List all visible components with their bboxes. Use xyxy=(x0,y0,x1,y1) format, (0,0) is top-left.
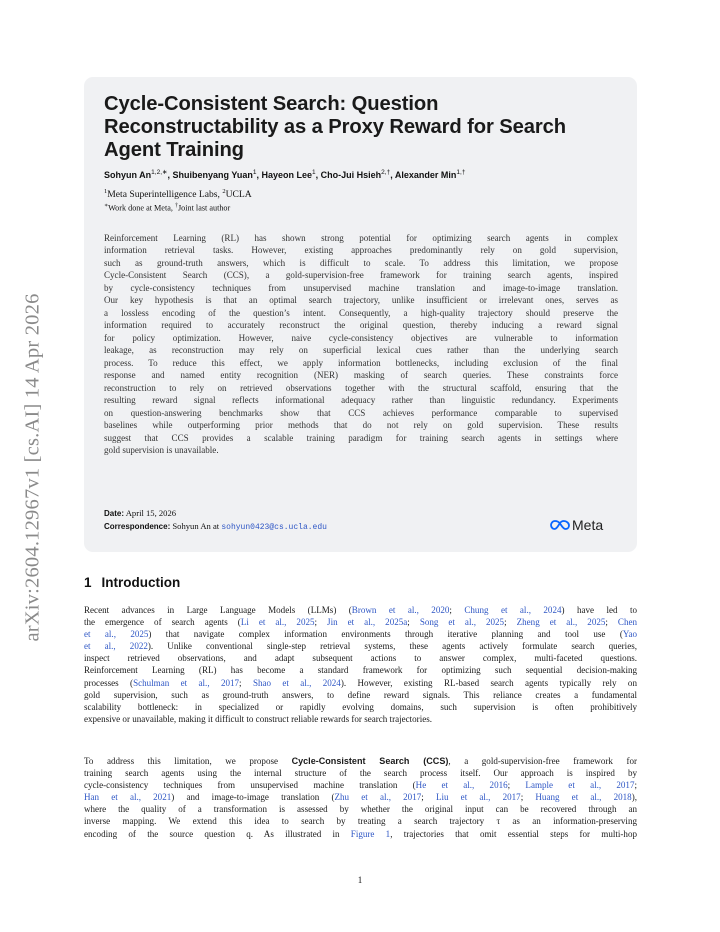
intro-paragraph-2 xyxy=(84,755,637,840)
abstract xyxy=(104,232,618,457)
text-run: ; xyxy=(634,780,637,791)
text-line xyxy=(84,767,637,779)
text-run: ; xyxy=(314,617,328,628)
date-label: Date: xyxy=(104,509,125,518)
note-mark: ∗ xyxy=(104,203,109,210)
citation-link[interactable]: Shao et al., 2024 xyxy=(252,677,341,688)
title-line: Agent Training xyxy=(104,139,244,161)
text-line xyxy=(84,713,637,725)
text-run: Recent advances in Large Language Models (LLMs) ( xyxy=(84,605,352,615)
abstract-line: gold supervision is unavailable. xyxy=(104,445,219,456)
citation-link[interactable]: Yao xyxy=(622,629,637,640)
text-run: ; xyxy=(605,617,618,628)
text-line xyxy=(84,803,637,815)
text-run: ; xyxy=(449,605,465,615)
text-line xyxy=(84,828,637,840)
abstract-line: information required to accurately reconstruct the original question, thereby inducing a reward signal xyxy=(104,320,618,331)
title-line: Reconstructability as a Proxy Reward for Search xyxy=(104,116,567,138)
text-run: ; xyxy=(239,677,253,688)
email-link[interactable]: sohyun0423@cs.ucla.edu xyxy=(221,523,327,532)
section-number: 1 xyxy=(84,575,92,590)
text-run: ) have led to xyxy=(561,605,638,615)
section-heading xyxy=(84,575,180,590)
author-marks: 2,† xyxy=(381,169,391,176)
citation-link[interactable]: Lample et al., 2017 xyxy=(525,780,635,791)
text-line xyxy=(84,604,637,616)
abstract-line: baselines while outperforming prior methods that do not rely on gold supervision. These results xyxy=(104,420,618,431)
text-run: training search agents using the internal structure of the search process itself. Our approach is inspired by xyxy=(84,768,637,779)
citation-link[interactable]: Chung et al., 2024 xyxy=(464,605,562,615)
author-name: Hayeon Lee xyxy=(261,170,313,180)
author-marks: 1 xyxy=(312,169,316,176)
citation-link[interactable]: Zhu et al., 2017 xyxy=(334,792,422,803)
citation-link[interactable]: Li et al., 2025 xyxy=(240,617,315,628)
infinity-icon xyxy=(550,519,570,531)
text-run: ). Unlike conventional single-step retrieval systems, these agents actively formulate search queries, xyxy=(147,641,637,652)
abstract-line: resulting reward signal reflects informational adequacy rather than linguistic redundancy. Experiments xyxy=(104,395,618,406)
author-notes xyxy=(104,202,618,213)
title-line: Cycle-Consistent Search: Question xyxy=(104,93,439,115)
affiliations xyxy=(104,188,618,200)
logo-text: Meta xyxy=(572,517,604,533)
text-run: Reinforcement Learning (RL) has become a standard framework for optimizing such sequential decision-making xyxy=(84,665,637,676)
text-line xyxy=(84,701,637,713)
text-run: inverse mapping. We extend this idea to search by treating a search trajectory τ as an information-preserving xyxy=(84,816,637,827)
author-list: Sohyun $An^{1,2,∗}$, Shuibenyang Yuan$^1$, Hayeon Lee$^1$, Cho-Jui Hsieh$^{2,\dagger}$, Alexander Min$^{1,\dagger}$ xyxy=(104,169,466,180)
text-run: scalability bottleneck: in specialized or rapidly evolving domains, such supervision is often prohibitively xyxy=(84,701,637,712)
text-run: ; xyxy=(407,617,420,628)
text-run: encoding of the source question q. As illustrated in xyxy=(84,828,351,839)
correspondence-text: Sohyun An at xyxy=(172,521,222,531)
citation-link[interactable]: Schulman et al., 2017 xyxy=(133,677,240,688)
paper-meta xyxy=(104,507,327,534)
author-marks: 1 xyxy=(252,169,257,176)
citation-link[interactable]: Jin et al., 2025a xyxy=(327,617,408,628)
citation-link[interactable]: Zheng et al., 2025 xyxy=(516,617,606,628)
abstract-line: such as ground-truth answers, which is difficult to scale. To address this limitation, we propose xyxy=(104,257,618,268)
abstract-line: for policy optimization. However, naive cycle-consistency objectives are vulnerable to information xyxy=(104,332,618,343)
text-line xyxy=(84,689,637,701)
text-run: ; xyxy=(520,792,536,803)
abstract-line: on question-answering benchmarks show that CCS achieves performance comparable to supervised xyxy=(104,407,618,418)
text-run: inspect retrieved observations, and adapt subsequent actions to answer complex, multi-faceted questions. xyxy=(84,653,637,664)
text-line xyxy=(84,755,637,767)
abstract-line: process. To reduce this effect, we apply information bottlenecks, including exclusion of the final xyxy=(104,357,618,368)
abstract-line: Cycle-Consistent Search (CCS), a gold-supervision-free framework for training search agents, inspired xyxy=(104,270,618,281)
text-line xyxy=(84,815,637,827)
citation-link[interactable]: Figure 1 xyxy=(350,828,391,839)
text-line xyxy=(84,677,637,689)
note-mark: † xyxy=(174,203,178,210)
abstract-line: response and named entity recognition (NER) masking of search queries. These constraints force xyxy=(104,370,618,381)
abstract-line: by cycle-consistency techniques from unsupervised machine translation and image-to-image translation. xyxy=(104,282,618,293)
text-run: expensive or unavailable, making it difficult to construct reliable rewards for search trajectories. xyxy=(84,713,433,724)
text-line xyxy=(84,616,637,628)
text-line xyxy=(84,664,637,676)
text-run: cycle-consistency techniques from unsupervised machine translation ( xyxy=(84,780,416,791)
author-name: Alexander Min xyxy=(394,170,457,180)
citation-link[interactable]: Brown et al., 2020 xyxy=(351,605,450,615)
text-line xyxy=(84,779,637,791)
citation-link[interactable]: Chen xyxy=(617,617,638,628)
author-name: Shuibenyang Yuan xyxy=(172,170,253,180)
method-name: Cycle-Consistent Search (CCS) xyxy=(291,756,449,766)
text-run: gold supervision, such as ground-truth answers, to define reward signals. This reliance creates a fundamental xyxy=(84,689,637,700)
abstract-line: a lossless encoding of the question’s intent. Consequently, a high-quality trajectory should preserve the xyxy=(104,307,618,318)
affil-mark: 2 xyxy=(222,188,226,195)
correspondence-line xyxy=(104,520,327,534)
intro-paragraph-1 xyxy=(84,604,637,725)
text-line xyxy=(84,791,637,803)
affil-ucla: UCLA xyxy=(225,189,252,201)
text-run: processes ( xyxy=(84,677,134,688)
citation-link[interactable]: Huang et al., 2018 xyxy=(535,792,632,803)
note-joint: Joint last author xyxy=(177,203,231,213)
text-run: the emergence of search agents ( xyxy=(84,617,241,628)
text-run: ). However, existing RL-based search agents typically rely on xyxy=(340,677,637,688)
text-run: , trajectories that omit essential steps for multi-hop xyxy=(390,828,637,839)
text-run: ; xyxy=(507,780,526,791)
text-line xyxy=(84,640,637,652)
abstract-line: Our key hypothesis is that an optimal search trajectory, unlike insufficient or irrelevant ones, serves as xyxy=(104,295,618,306)
meta-logo xyxy=(550,517,603,533)
citation-link[interactable]: Han et al., 2021 xyxy=(84,792,172,803)
abstract-line: Reinforcement Learning (RL) has shown strong potential for optimizing search agents in complex xyxy=(104,232,618,243)
citation-link[interactable]: Song et al., 2025 xyxy=(419,617,505,628)
author-name: Sohyun An xyxy=(104,170,152,180)
text-line xyxy=(84,652,637,664)
arxiv-identifier xyxy=(18,262,48,672)
paper-header-card xyxy=(84,77,637,552)
abstract-line: leakage, as reconstruction may rely on superficial lexical cues rather than the underlying search xyxy=(104,345,618,356)
citation-link[interactable]: et al., 2025 xyxy=(84,629,149,640)
text-run: , a gold-supervision-free framework for xyxy=(448,756,637,766)
affil-mark: 1 xyxy=(104,188,108,195)
date-value: April 15, 2026 xyxy=(125,508,177,518)
text-run: ; xyxy=(421,792,436,803)
page-number: 1 xyxy=(357,875,363,885)
abstract-line: reconstruction to rely on retrieved observations together with the structural scaffold, ensuring that the xyxy=(104,382,618,393)
text-run: ) that navigate complex information environments through iterative planning and tool use ( xyxy=(148,629,623,640)
affil-meta: Meta Superintelligence Labs, xyxy=(107,189,223,201)
text-run: ), xyxy=(631,792,637,803)
section-title: Introduction xyxy=(101,575,181,590)
text-run: ; xyxy=(504,617,517,628)
note-work: Work done at Meta, xyxy=(108,203,175,213)
citation-link[interactable]: Liu et al., 2017 xyxy=(435,792,521,803)
text-run: ) and image-to-image translation ( xyxy=(171,792,335,803)
author-name: Cho-Jui Hsieh xyxy=(320,170,382,180)
author-marks: 1,† xyxy=(456,169,466,176)
author-marks: 1,2,∗ xyxy=(151,169,168,176)
abstract-line: information retrieval tasks. However, existing approaches predominantly rely on gold supervision, xyxy=(104,245,618,256)
date-line xyxy=(104,507,327,520)
citation-link[interactable]: He et al., 2016 xyxy=(415,780,508,791)
text-run: To address this limitation, we propose xyxy=(84,756,292,766)
paper-title xyxy=(104,93,618,162)
correspondence-label: Correspondence: xyxy=(104,522,171,531)
text-line xyxy=(84,628,637,640)
arxiv-id-text: arXiv:2604.12967v1 [cs.AI] 14 Apr 2026 xyxy=(21,292,44,642)
citation-link[interactable]: et al., 2022 xyxy=(84,641,148,652)
abstract-line: suggest that CCS provides a scalable training paradigm for training search agents in settings where xyxy=(104,432,618,443)
text-run: where the quality of a transformation is assessed by whether the original input can be recovered through an xyxy=(84,804,637,815)
